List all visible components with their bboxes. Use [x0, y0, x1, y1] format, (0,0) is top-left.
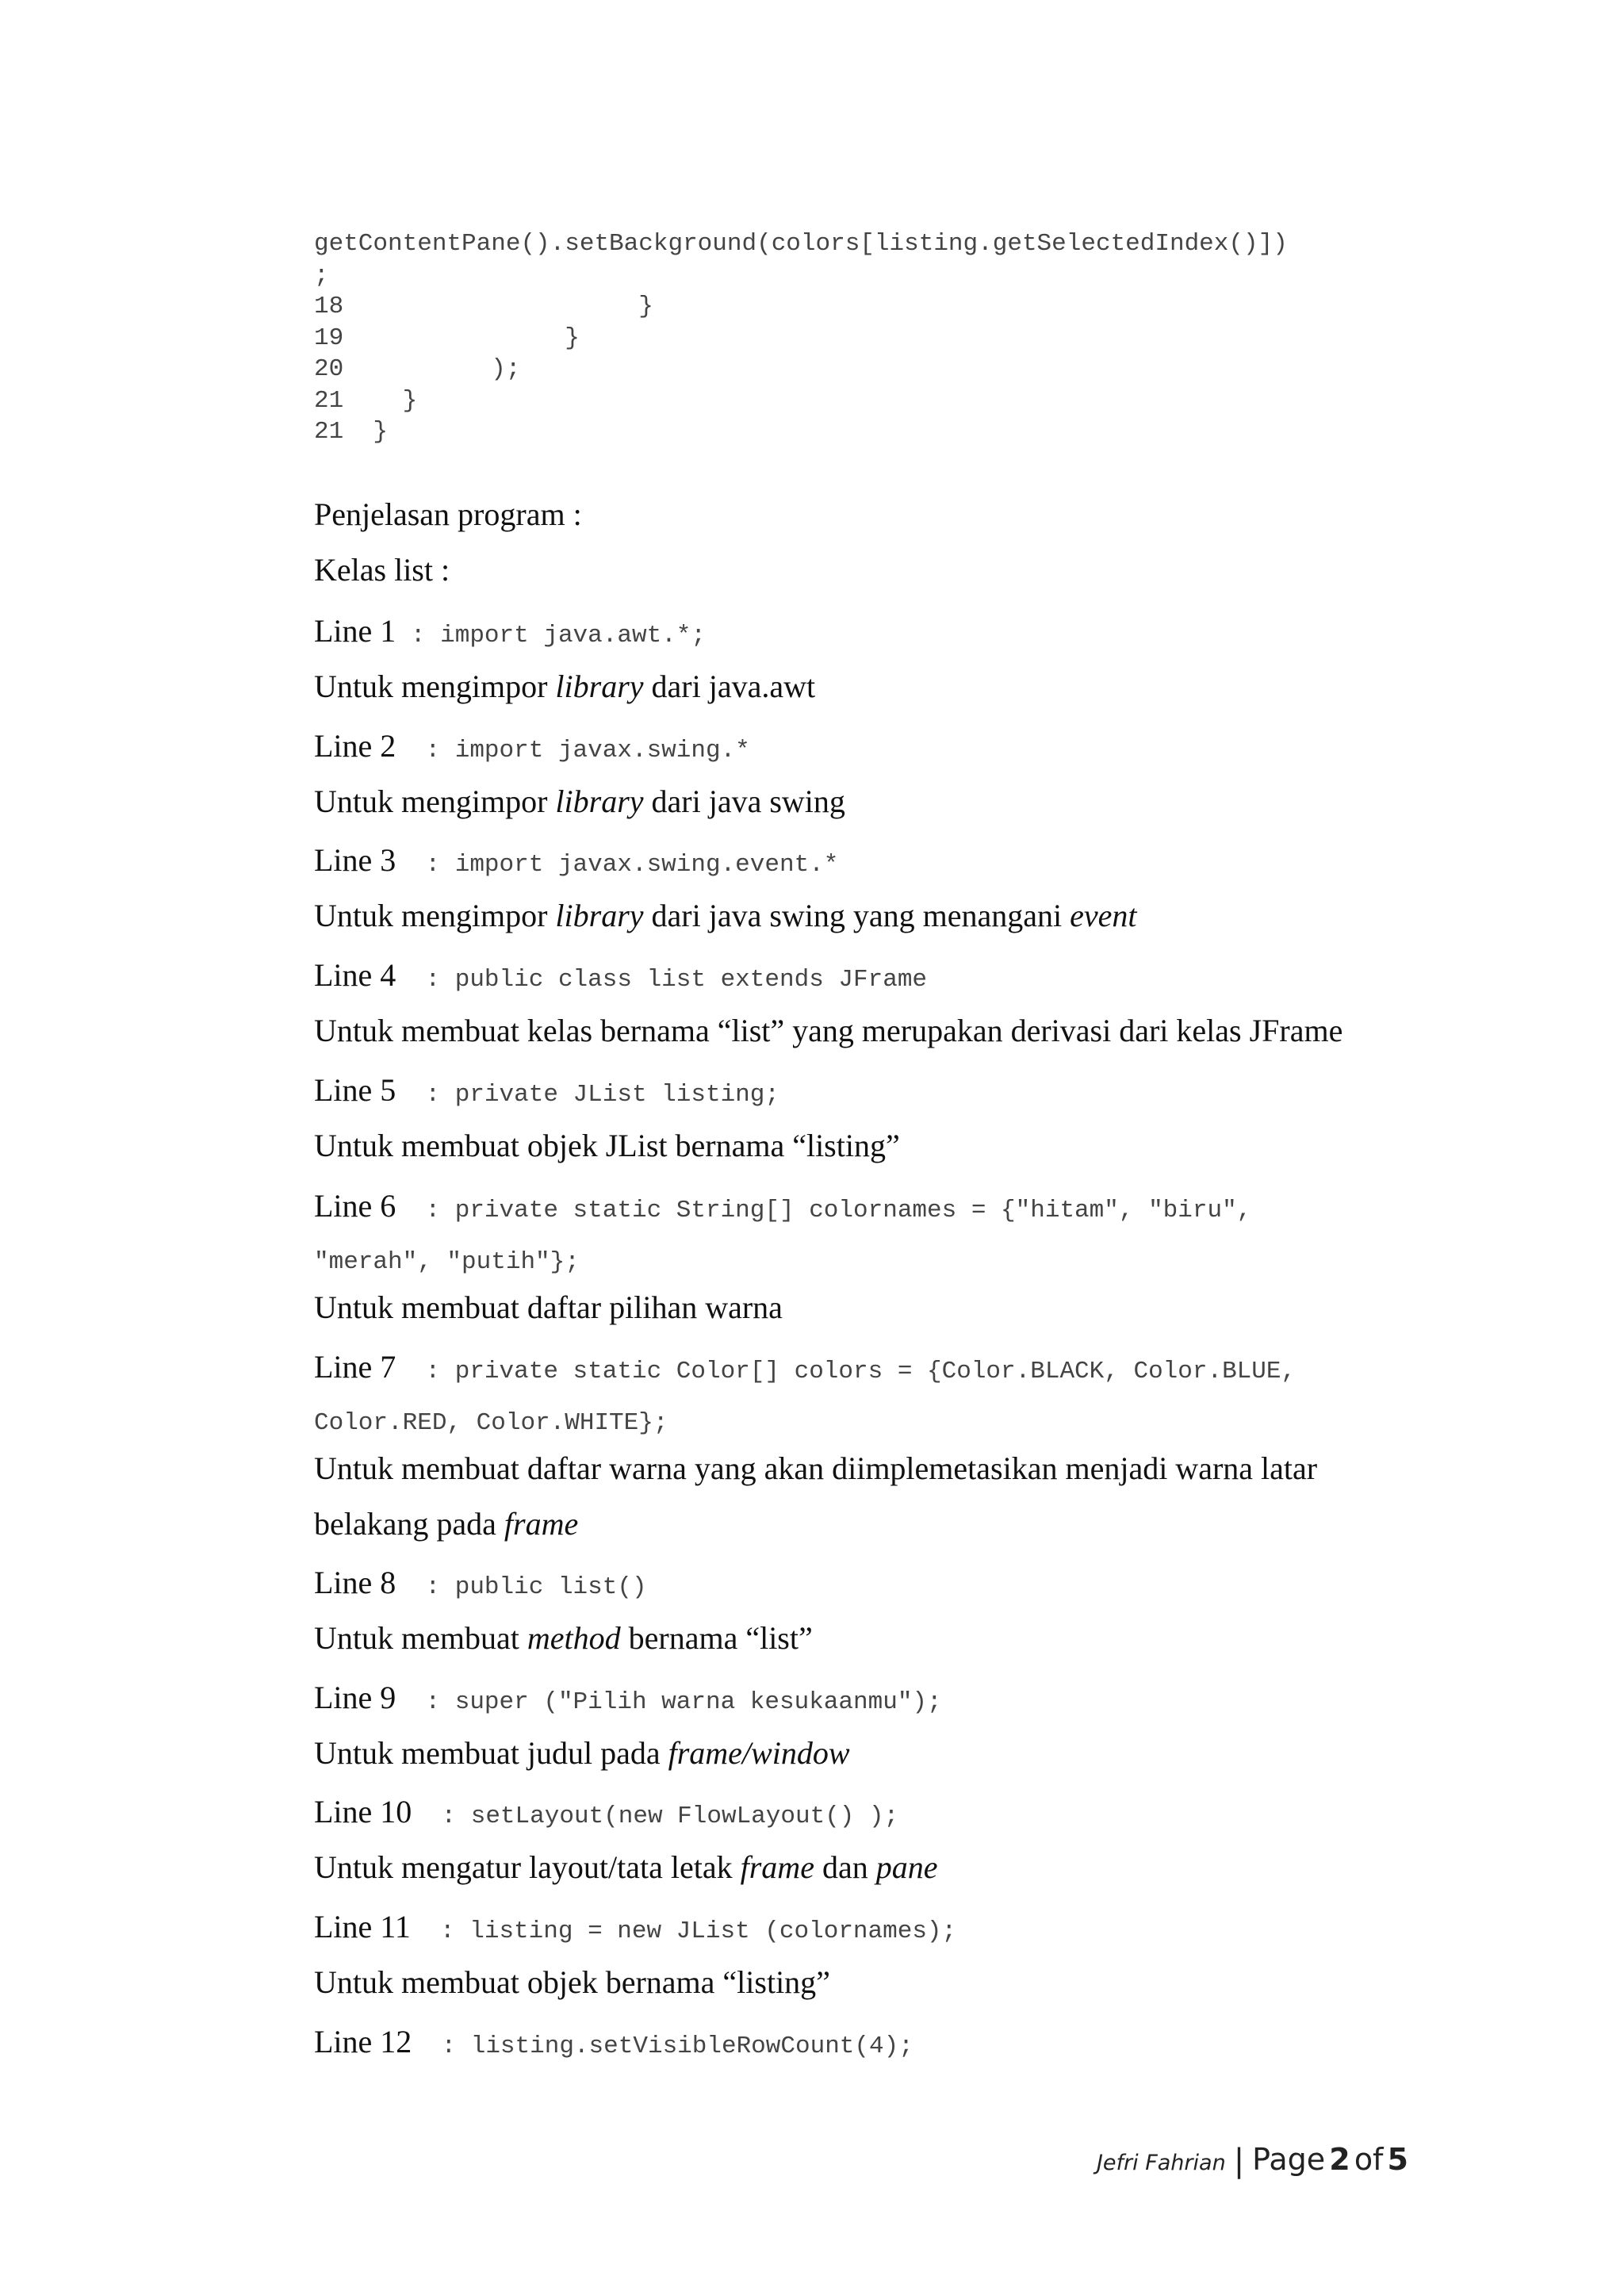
- line-entry: [314, 1348, 1296, 1385]
- line-description: Untuk membuat method bernama “list”: [314, 1620, 813, 1656]
- line-description: Untuk mengimpor library dari java swing: [314, 784, 845, 819]
- line-code: : import java.awt.*;: [396, 622, 706, 649]
- code-line: 21 }: [314, 418, 389, 446]
- line-entry: [314, 1187, 1251, 1224]
- footer-author: Jefri Fahrian: [1096, 2151, 1226, 2175]
- line-code: Color.RED, Color.WHITE};: [314, 1409, 668, 1437]
- line-label: Line 5: [314, 1072, 396, 1108]
- line-entry: [314, 1071, 779, 1109]
- line-code: : private JList listing;: [396, 1081, 779, 1109]
- line-label: Line 12: [314, 2024, 412, 2059]
- line-label: Line 3: [314, 842, 396, 878]
- line-code: : super ("Pilih warna kesukaanmu");: [396, 1688, 942, 1716]
- line-description: Untuk mengimpor library dari java.awt: [314, 669, 816, 704]
- line-description: Untuk membuat objek bernama “listing”: [314, 1964, 830, 2000]
- heading-kelas: Kelas list :: [314, 552, 450, 588]
- line-entry: [314, 956, 927, 994]
- line-entry: [314, 1793, 898, 1830]
- italic-term: library: [555, 669, 644, 704]
- footer-page-total: 5: [1387, 2142, 1408, 2177]
- line-code: : setLayout(new FlowLayout() );: [412, 1803, 899, 1830]
- line-code: : import javax.swing.*: [396, 737, 750, 764]
- line-code: "merah", "putih"};: [314, 1248, 580, 1276]
- line-entry: [314, 1679, 942, 1716]
- line-code: : private static Color[] colors = {Color.BLACK, Color.BLUE,: [396, 1358, 1297, 1385]
- line-label: Line 9: [314, 1680, 396, 1715]
- line-label: Line 11: [314, 1909, 411, 1944]
- italic-term: method: [527, 1620, 621, 1656]
- line-description: Untuk mengimpor library dari java swing yang menangani event: [314, 898, 1137, 933]
- line-description-continued: belakang pada frame: [314, 1506, 579, 1542]
- line-entry: [314, 1908, 956, 1945]
- line-label: Line 6: [314, 1188, 396, 1224]
- italic-term: library: [555, 784, 644, 819]
- line-entry: [314, 2023, 914, 2060]
- italic-term: frame/window: [668, 1735, 850, 1771]
- line-code: : import javax.swing.event.*: [396, 851, 839, 879]
- code-snippet: [314, 228, 1288, 448]
- footer-of-word: of: [1354, 2142, 1384, 2177]
- line-code-continued: [314, 1400, 668, 1437]
- code-line: 19 }: [314, 324, 580, 352]
- line-description: Untuk membuat judul pada frame/window: [314, 1735, 850, 1771]
- line-entry: [314, 1564, 647, 1601]
- footer-page-number: 2: [1329, 2142, 1350, 2177]
- line-label: Line 7: [314, 1349, 396, 1385]
- line-description: Untuk mengatur layout/tata letak frame dan pane: [314, 1849, 938, 1885]
- code-line: 21 }: [314, 386, 418, 415]
- page-footer: [1097, 2141, 1408, 2178]
- line-entry: [314, 612, 706, 649]
- line-description: Untuk membuat objek JList bernama “listing”: [314, 1128, 900, 1163]
- footer-separator: |: [1233, 2143, 1245, 2179]
- code-line: 20 );: [314, 355, 521, 383]
- italic-term: library: [555, 898, 644, 933]
- line-code: : public list(): [396, 1573, 647, 1601]
- line-code: : listing.setVisibleRowCount(4);: [412, 2033, 914, 2060]
- line-label: Line 8: [314, 1565, 396, 1600]
- code-line: ;: [314, 261, 329, 289]
- italic-term: frame: [504, 1506, 579, 1542]
- line-code: : listing = new JList (colornames);: [410, 1918, 957, 1945]
- italic-term: frame: [740, 1849, 814, 1885]
- line-label: Line 1: [314, 613, 396, 649]
- line-label: Line 4: [314, 957, 396, 993]
- code-line: getContentPane().setBackground(colors[listing.getSelectedIndex()]): [314, 230, 1288, 258]
- line-label: Line 10: [314, 1794, 412, 1829]
- footer-page-word: Page: [1252, 2142, 1326, 2177]
- line-code: : private static String[] colornames = {"hitam", "biru",: [396, 1197, 1252, 1224]
- line-entry: [314, 727, 750, 764]
- line-description: Untuk membuat daftar warna yang akan diimplemetasikan menjadi warna latar: [314, 1450, 1318, 1486]
- heading-penjelasan: Penjelasan program :: [314, 496, 582, 532]
- line-entry: [314, 841, 838, 879]
- line-code-continued: [314, 1239, 580, 1276]
- italic-term: event: [1070, 898, 1137, 933]
- line-description: Untuk membuat kelas bernama “list” yang merupakan derivasi dari kelas JFrame: [314, 1013, 1343, 1048]
- italic-term: pane: [875, 1849, 938, 1885]
- line-description: Untuk membuat daftar pilihan warna: [314, 1289, 783, 1325]
- line-code: : public class list extends JFrame: [396, 966, 928, 994]
- line-label: Line 2: [314, 728, 396, 764]
- code-line: 18 }: [314, 293, 653, 320]
